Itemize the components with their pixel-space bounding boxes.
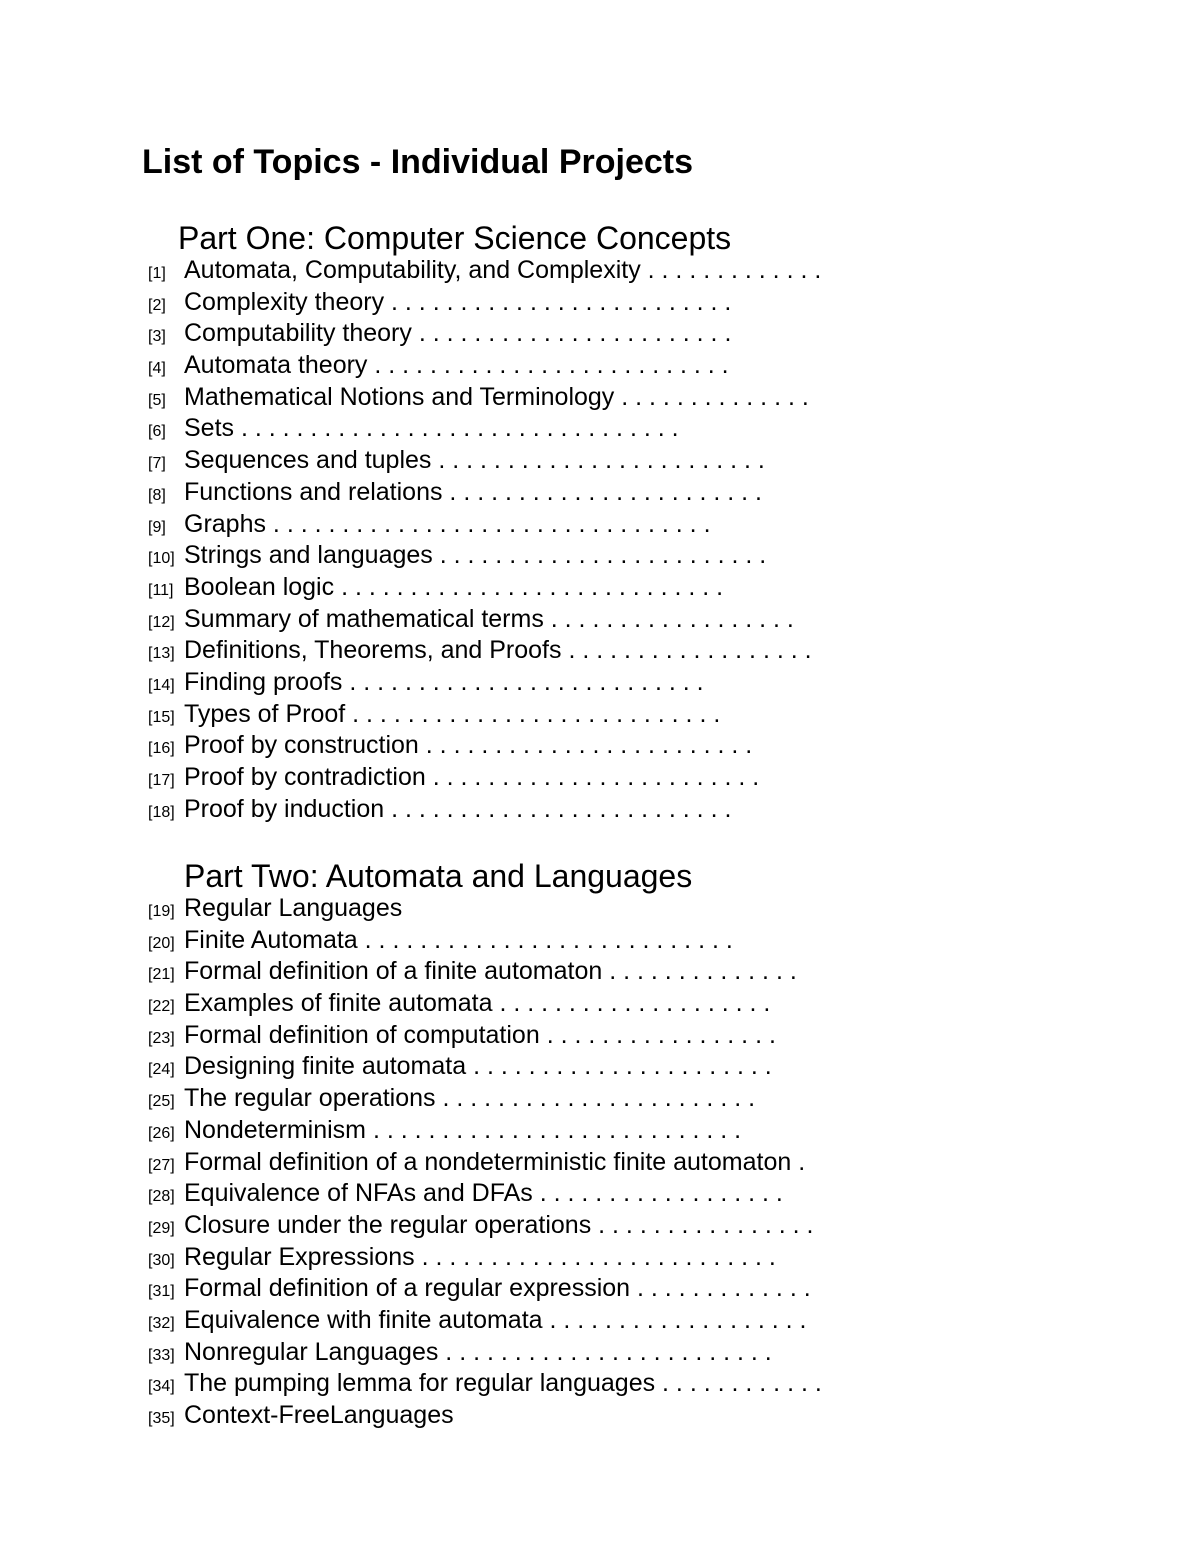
topic-number: [8] <box>148 486 166 504</box>
topic-item <box>148 540 821 572</box>
dot-leader: . . . . . . . . . . . . . . . . . . <box>543 604 794 633</box>
topic-number: [1] <box>148 265 166 282</box>
topic-item <box>148 445 821 477</box>
topic-item <box>148 635 821 667</box>
dot-leader: . . . . . . . . . . . . <box>655 1369 822 1398</box>
topic-title: The regular operations <box>184 1084 436 1113</box>
topic-title: Graphs <box>184 509 266 538</box>
topic-title: Types of Proof <box>184 699 346 728</box>
topic-number: [18] <box>148 803 175 821</box>
dot-leader: . . . . . . . . . . . . . . . . . . . . . . . <box>442 477 762 506</box>
dot-leader: . . . . . . . . . . . . . . . . . . . . . . . . . . . . . . . . <box>265 509 711 538</box>
topic-title: Sequences and tuples <box>184 446 432 475</box>
topic-item <box>148 1368 822 1400</box>
topic-item <box>148 1242 822 1274</box>
topic-title: Formal definition of a regular expression <box>184 1274 631 1303</box>
topic-item <box>148 413 821 445</box>
topic-number: [6] <box>148 423 166 441</box>
dot-leader: . . . . . . . . . . . . . . . . . . . . . . . . . . <box>414 1242 776 1271</box>
topic-number: [7] <box>148 455 166 473</box>
topic-item <box>148 287 821 319</box>
part-two-topic-list <box>148 893 822 1432</box>
topic-item <box>148 1147 822 1179</box>
dot-leader: . . . . . . . . . . . . . . . . . . . . . . . . <box>432 541 767 570</box>
topic-number: [35] <box>148 1410 175 1427</box>
topic-item <box>148 762 821 794</box>
topic-number: [22] <box>148 998 175 1016</box>
topic-number: [33] <box>148 1346 175 1364</box>
topic-title: Strings and languages <box>184 541 433 570</box>
topic-title: Sets <box>184 414 235 443</box>
topic-item <box>148 794 821 826</box>
dot-leader: . . . . . . . . . . . . . . . . . . . . . . . . . <box>384 794 732 823</box>
topic-title: Nondeterminism <box>184 1115 367 1144</box>
dot-leader: . . . . . . . . . . . . . . . . . . . . . . . . . . . <box>357 925 733 954</box>
topic-number: [14] <box>148 676 175 694</box>
topic-item <box>148 956 822 988</box>
topic-title: Formal definition of a nondeterministic finite automaton <box>184 1147 792 1176</box>
dot-leader: . . . . . . . . . . . . . <box>640 256 822 284</box>
topic-number: [24] <box>148 1061 175 1079</box>
dot-leader: . . . . . . . . . . . . . . . . . . . . . . . . <box>425 763 760 791</box>
dot-leader: . . . . . . . . . . . . . . . . . . . . . . . . <box>418 731 753 760</box>
topic-title: Formal definition of computation <box>184 1020 540 1049</box>
page-title: List of Topics - Individual Projects <box>142 143 693 181</box>
topic-item <box>148 730 821 762</box>
topic-item <box>148 382 821 414</box>
topic-item <box>148 350 821 382</box>
dot-leader: . . . . . . . . . . . . . . . . . . . <box>542 1305 807 1334</box>
part-one-topic-list <box>148 255 821 825</box>
topic-number: [5] <box>148 391 166 409</box>
topic-item <box>148 1305 822 1337</box>
dot-leader: . . . . . . . . . . . . . . . . . . . . . . . . . . <box>342 667 704 696</box>
topic-title: Formal definition of a finite automaton <box>184 957 603 986</box>
topic-item <box>148 1210 822 1242</box>
part-two-heading: Part Two: Automata and Languages <box>184 858 693 894</box>
topic-item <box>148 1020 822 1052</box>
topic-item <box>148 667 821 699</box>
dot-leader: . . . . . . . . . . . . . . . . <box>591 1210 814 1239</box>
topic-title: Equivalence of NFAs and DFAs <box>184 1179 533 1208</box>
topic-number: [13] <box>148 645 175 663</box>
dot-leader: . . . . . . . . . . . . . . . . . . . . . . . . <box>431 446 765 475</box>
topic-item <box>148 1400 822 1432</box>
topic-title: Summary of mathematical terms <box>184 604 544 633</box>
topic-item <box>148 477 821 509</box>
dot-leader: . . . . . . . . . . . . . . . . . . . . . . <box>466 1052 772 1081</box>
topic-title: Proof by induction <box>184 794 385 823</box>
topic-title: Automata, Computability, and Complexity <box>184 256 641 284</box>
topic-title: Proof by contradiction <box>184 763 426 791</box>
dot-leader: . . . . . . . . . . . . . . . . . . <box>532 1179 783 1208</box>
topic-item <box>148 1178 822 1210</box>
topic-number: [15] <box>148 708 175 726</box>
topic-item <box>148 1083 822 1115</box>
topic-title: Nonregular Languages <box>184 1337 439 1366</box>
topic-title: Complexity theory <box>184 287 385 316</box>
topic-title: Proof by construction <box>184 731 419 760</box>
topic-number: [23] <box>148 1029 175 1047</box>
topic-number: [30] <box>148 1251 175 1269</box>
topic-title: Finding proofs <box>184 667 343 696</box>
topic-number: [2] <box>148 296 166 314</box>
topic-number: [4] <box>148 360 166 378</box>
topic-title: Context-FreeLanguages <box>184 1401 454 1429</box>
dot-leader: . . . . . . . . . . . . . . . . . . . . . . . . . <box>384 287 732 316</box>
topic-title: Equivalence with finite automata <box>184 1305 543 1334</box>
dot-leader: . . . . . . . . . . . . . . . . . . . . . . . <box>411 319 732 348</box>
dot-leader: . . . . . . . . . . . . . . <box>602 957 797 986</box>
topic-item <box>148 318 821 350</box>
topic-number: [12] <box>148 613 175 631</box>
dot-leader: . . . . . . . . . . . . . . . . . . <box>561 636 812 665</box>
topic-title: The pumping lemma for regular languages <box>184 1369 656 1398</box>
topic-number: [27] <box>148 1156 175 1174</box>
dot-leader: . <box>791 1147 806 1176</box>
topic-number: [9] <box>148 518 166 536</box>
topic-title: Computability theory <box>184 319 412 348</box>
topic-number: [26] <box>148 1124 175 1142</box>
dot-leader: . . . . . . . . . . . . . . . . . . . . . . . . . . . <box>345 699 721 728</box>
topic-title: Examples of finite automata <box>184 989 493 1018</box>
topic-number: [17] <box>148 772 175 789</box>
dot-leader: . . . . . . . . . . . . . . . . . <box>539 1020 776 1049</box>
topic-title: Finite Automata <box>184 925 358 954</box>
topic-item <box>148 893 822 925</box>
dot-leader: . . . . . . . . . . . . . . . . . . . . <box>492 989 771 1018</box>
topic-item <box>148 1273 822 1305</box>
dot-leader: . . . . . . . . . . . . . . . . . . . . . . . <box>435 1084 756 1113</box>
topic-item <box>148 255 821 287</box>
topic-item <box>148 988 822 1020</box>
topic-title: Definitions, Theorems, and Proofs <box>184 636 562 665</box>
topic-item <box>148 604 821 636</box>
topic-item <box>148 1337 822 1369</box>
topic-item <box>148 925 822 957</box>
topic-title: Designing finite automata <box>184 1052 467 1081</box>
dot-leader: . . . . . . . . . . . . . <box>630 1274 811 1303</box>
topic-item <box>148 699 821 731</box>
topic-number: [31] <box>148 1283 175 1301</box>
dot-leader: . . . . . . . . . . . . . . . . . . . . . . . . . . . <box>366 1115 742 1144</box>
topic-item <box>148 509 821 541</box>
dot-leader: . . . . . . . . . . . . . . . . . . . . . . . . . . <box>367 351 729 380</box>
topic-title: Regular Languages <box>184 894 403 922</box>
topic-number: [10] <box>148 550 175 568</box>
topic-number: [3] <box>148 328 166 346</box>
topic-title: Mathematical Notions and Terminology <box>184 382 615 411</box>
dot-leader: . . . . . . . . . . . . . . <box>614 382 809 411</box>
topic-title: Closure under the regular operations <box>184 1210 592 1239</box>
topic-title: Automata theory <box>184 351 368 380</box>
topic-number: [34] <box>148 1378 175 1396</box>
topic-title: Regular Expressions <box>184 1242 415 1271</box>
topic-number: [20] <box>148 934 175 952</box>
topic-number: [25] <box>148 1093 175 1111</box>
dot-leader: . . . . . . . . . . . . . . . . . . . . . . . . . . . . <box>334 572 724 601</box>
topic-number: [19] <box>148 903 175 920</box>
topic-item <box>148 572 821 604</box>
topic-number: [29] <box>148 1219 175 1237</box>
topic-number: [32] <box>148 1314 175 1332</box>
dot-leader: . . . . . . . . . . . . . . . . . . . . . . . . . . . . . . . . <box>234 414 679 443</box>
topic-number: [21] <box>148 966 175 984</box>
topic-number: [16] <box>148 740 175 758</box>
dot-leader: . . . . . . . . . . . . . . . . . . . . . . . . <box>438 1337 772 1366</box>
topic-item <box>148 1115 822 1147</box>
topic-title: Boolean logic <box>184 572 335 601</box>
topic-title: Functions and relations <box>184 477 443 506</box>
topic-number: [28] <box>148 1188 175 1206</box>
topic-item <box>148 1051 822 1083</box>
topic-number: [11] <box>148 581 174 599</box>
part-one-heading: Part One: Computer Science Concepts <box>178 220 732 256</box>
